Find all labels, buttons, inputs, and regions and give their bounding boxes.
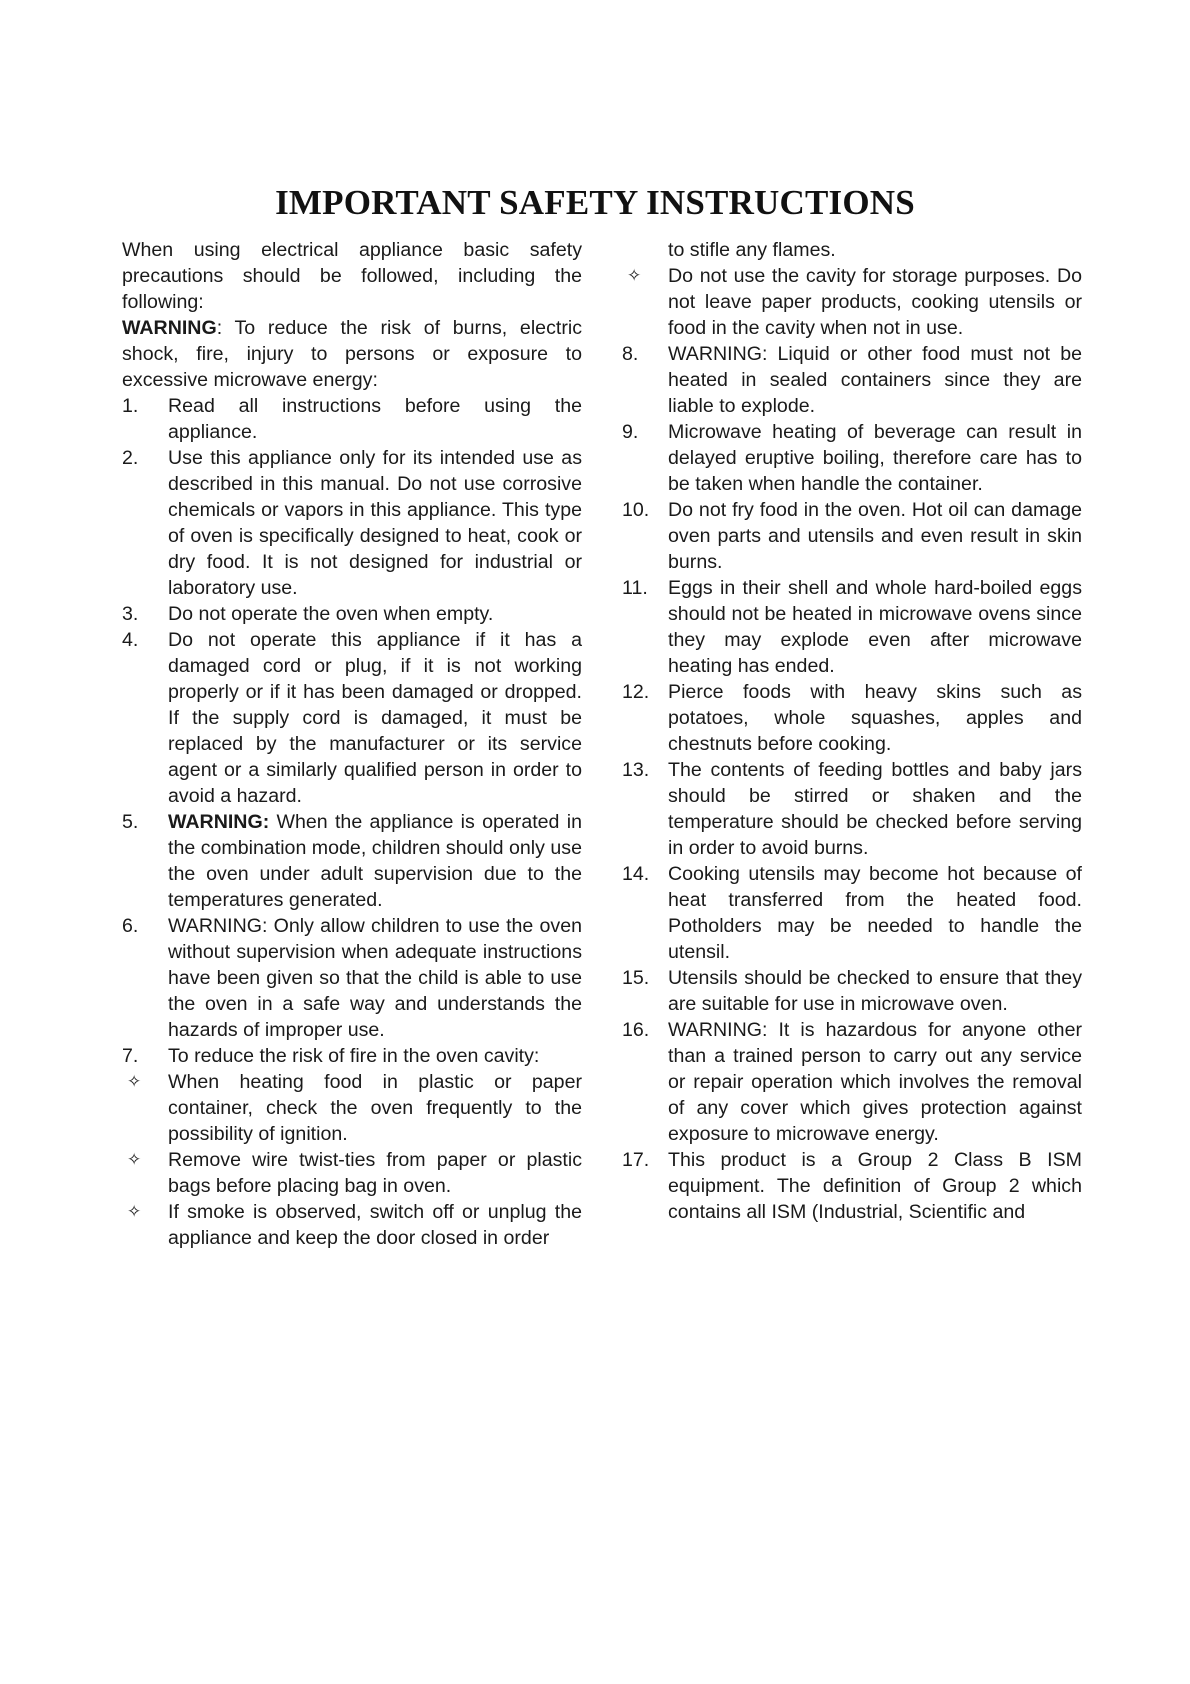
- four-point-star-bullet-icon: ✧: [127, 1072, 142, 1091]
- item-text: To reduce the risk of fire in the oven cavity:: [168, 1045, 540, 1067]
- left-column: [122, 237, 582, 1251]
- sub-item-2: [122, 1147, 582, 1199]
- list-item-7: [122, 1043, 582, 1069]
- item-text: WARNING: Liquid or other food must not be heated in sealed containers since they are liable to explode.: [668, 343, 1082, 417]
- item-number: 1.: [122, 395, 139, 417]
- item-text: Microwave heating of beverage can result in delayed eruptive boiling, therefore care has to be taken when handle the container.: [668, 421, 1082, 495]
- item-number: 12.: [622, 681, 650, 703]
- item-text: Use this appliance only for its intended use as described in this manual. Do not use corrosive chemicals or vapors in this appliance. This type of oven is specifically designed to heat, cook or dry food. It is not designed for industrial or laboratory use.: [168, 447, 582, 599]
- page-title: IMPORTANT SAFETY INSTRUCTIONS: [275, 183, 915, 222]
- list-item-4: [122, 627, 582, 809]
- list-item-15: [622, 965, 1082, 1017]
- list-item-12: [622, 679, 1082, 757]
- item-number: 11.: [622, 577, 648, 599]
- item-text: Do not operate the oven when empty.: [168, 603, 494, 625]
- item-text: Eggs in their shell and whole hard-boiled eggs should not be heated in microwave ovens since they may explode even after microwave heating has ended.: [668, 577, 1082, 677]
- item-number: 8.: [622, 343, 639, 365]
- four-point-star-bullet-icon: ✧: [627, 266, 642, 285]
- item-text: Do not operate this appliance if it has a damaged cord or plug, if it is not working properly or if it has been damaged or dropped. If the supply cord is damaged, it must be replaced by the manufacturer or its service agent or a similarly qualified person in order to avoid a hazard.: [168, 629, 582, 807]
- item-number: 10.: [622, 499, 650, 521]
- item-number: 14.: [622, 863, 650, 885]
- list-item-9: [622, 419, 1082, 497]
- item-text: WARNING: It is hazardous for anyone other than a trained person to carry out any service or repair operation which involves the removal of any cover which gives protection against exposure to microwave energy.: [668, 1019, 1082, 1145]
- item-text: Utensils should be checked to ensure that they are suitable for use in microwave oven.: [668, 967, 1082, 1015]
- list-item-8: [622, 341, 1082, 419]
- sub-item-text: When heating food in plastic or paper container, check the oven frequently to the possibility of ignition.: [168, 1071, 582, 1145]
- list-item-17: [622, 1147, 1082, 1225]
- item-text: Cooking utensils may become hot because of heat transferred from the heated food. Potholders may be needed to handle the utensil.: [668, 863, 1082, 963]
- warning-paragraph: [122, 315, 582, 393]
- right-column: [622, 237, 1082, 1225]
- item-number: 15.: [622, 967, 650, 989]
- item-text: Read all instructions before using the appliance.: [168, 395, 582, 443]
- four-point-star-bullet-icon: ✧: [127, 1150, 142, 1169]
- list-item-5: [122, 809, 582, 913]
- sub-item-3: [122, 1199, 582, 1251]
- item-number: 16.: [622, 1019, 650, 1041]
- list-item-16: [622, 1017, 1082, 1147]
- four-point-star-bullet-icon: ✧: [127, 1202, 142, 1221]
- item-number: 9.: [622, 421, 639, 443]
- item-text: The contents of feeding bottles and baby jars should be stirred or shaken and the temperature should be checked before serving in order to avoid burns.: [668, 759, 1082, 859]
- item-text: Pierce foods with heavy skins such as potatoes, whole squashes, apples and chestnuts before cooking.: [668, 681, 1082, 755]
- warning-text: : To reduce the risk of burns, electric shock, fire, injury to persons or exposure to excessive microwave energy:: [122, 317, 582, 391]
- list-item-2: [122, 445, 582, 601]
- sub-item-text: Do not use the cavity for storage purposes. Do not leave paper products, cooking utensils or food in the cavity when not in use.: [668, 265, 1082, 339]
- item-number: 6.: [122, 915, 139, 937]
- list-item-14: [622, 861, 1082, 965]
- item-number: 17.: [622, 1149, 650, 1171]
- list-item-11: [622, 575, 1082, 679]
- list-item-10: [622, 497, 1082, 575]
- item-number: 7.: [122, 1045, 139, 1067]
- item-text: Do not fry food in the oven. Hot oil can damage oven parts and utensils and even result in skin burns.: [668, 499, 1082, 573]
- sub-item-1: [122, 1069, 582, 1147]
- sub-item-text: If smoke is observed, switch off or unplug the appliance and keep the door closed in order: [168, 1201, 582, 1249]
- list-item-13: [622, 757, 1082, 861]
- item-bold-prefix: WARNING:: [168, 811, 270, 833]
- item-number: 13.: [622, 759, 650, 781]
- warning-label: WARNING: [122, 317, 217, 339]
- item-number: 3.: [122, 603, 139, 625]
- sub-item-text: Remove wire twist-ties from paper or plastic bags before placing bag in oven.: [168, 1149, 582, 1197]
- item-number: 5.: [122, 811, 139, 833]
- item-text: This product is a Group 2 Class B ISM equipment. The definition of Group 2 which contains all ISM (Industrial, Scientific and: [668, 1149, 1082, 1223]
- list-item-1: [122, 393, 582, 445]
- item-text: When the appliance is operated in the combination mode, children should only use the oven under adult supervision due to the temperatures generated.: [168, 811, 582, 911]
- list-item-3: [122, 601, 582, 627]
- item-number: 2.: [122, 447, 139, 469]
- list-item-6: [122, 913, 582, 1043]
- item-text: WARNING: Only allow children to use the oven without supervision when adequate instructions have been given so that the child is able to use the oven in a safe way and understands the hazards of improper use.: [168, 915, 582, 1041]
- sub-item-3-continuation: to stifle any flames.: [668, 239, 836, 261]
- item-number: 4.: [122, 629, 139, 651]
- sub-item-4: [622, 263, 1082, 341]
- intro-paragraph: When using electrical appliance basic safety precautions should be followed, including the following:: [122, 239, 582, 313]
